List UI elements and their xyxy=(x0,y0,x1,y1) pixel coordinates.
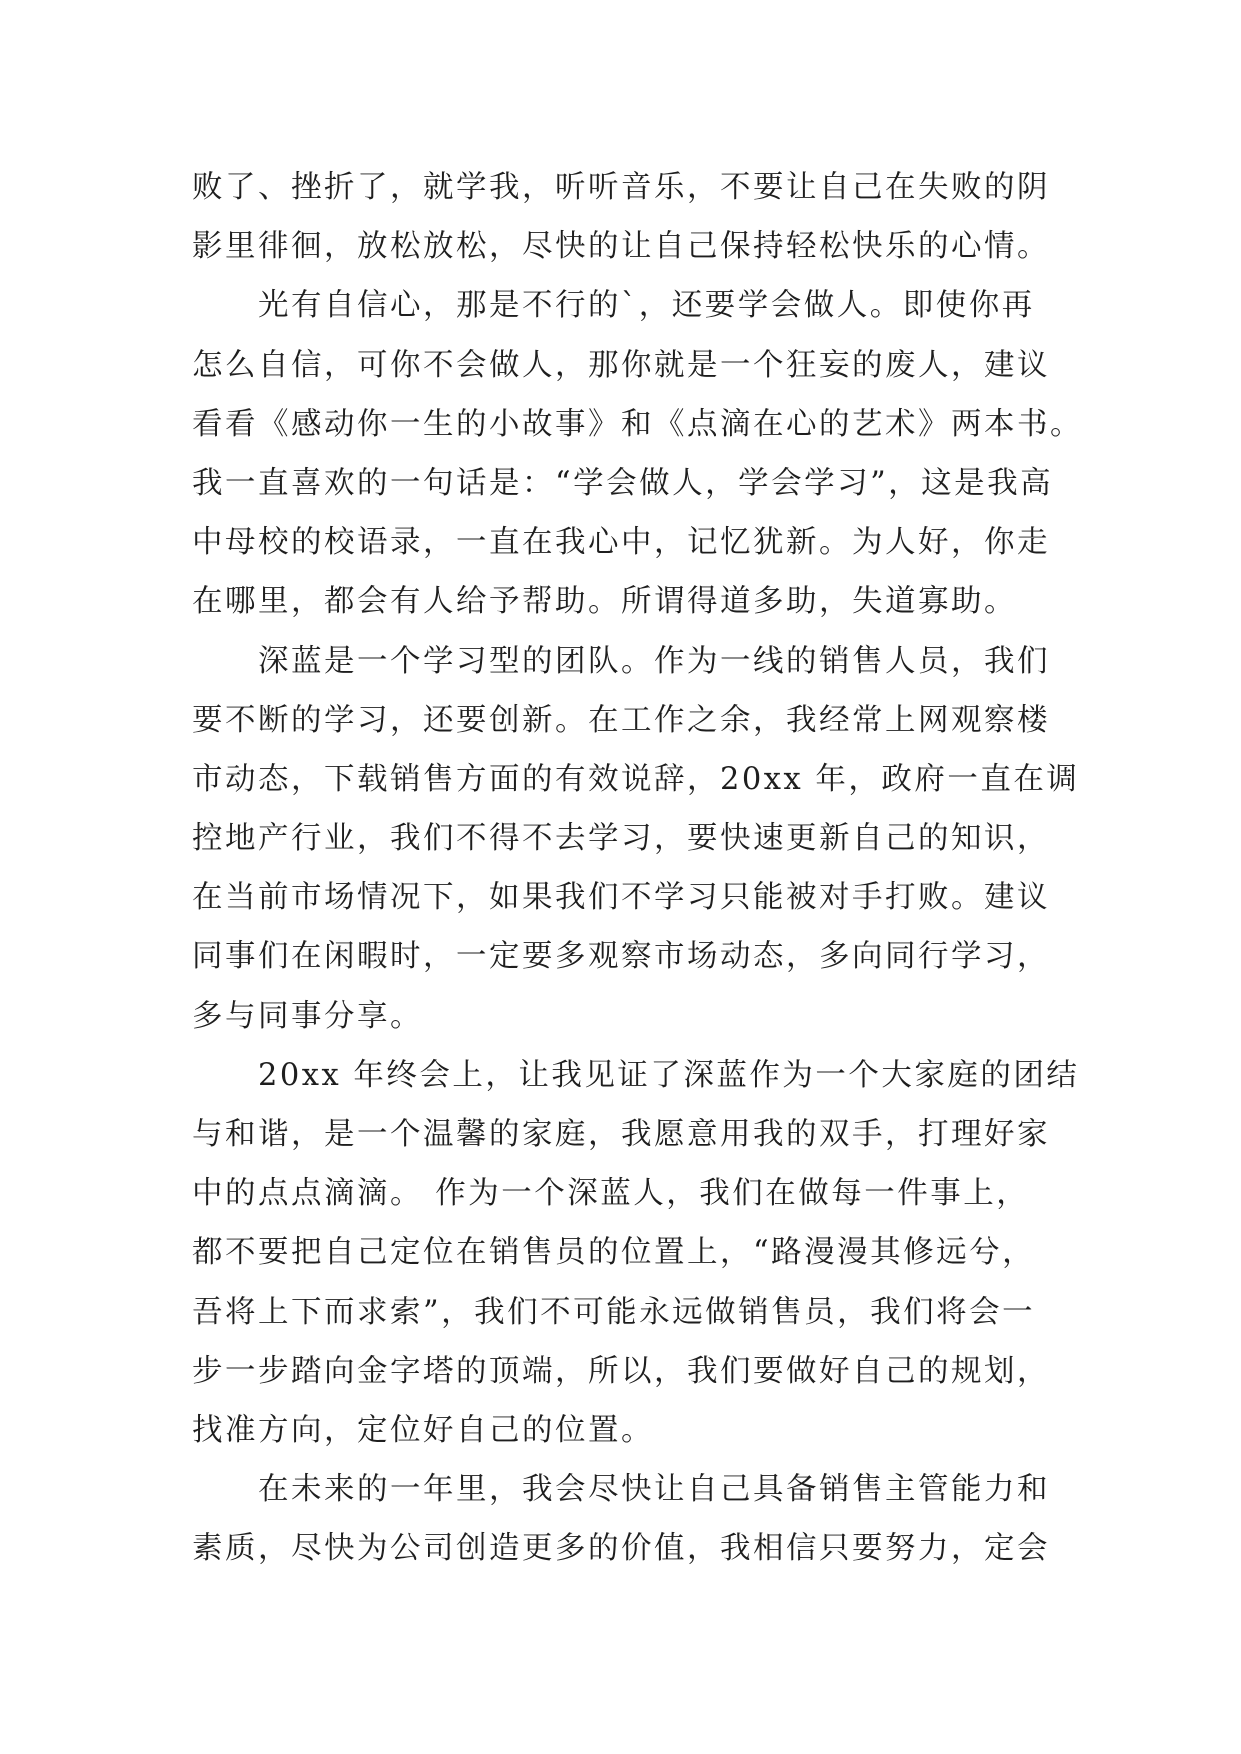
text-line-23: 在未来的一年里，我会尽快让自己具备销售主管能力和 xyxy=(192,1472,1050,1508)
text-line-18: 中的点点滴滴。 作为一个深蓝人，我们在做每一件事上， xyxy=(192,1176,1030,1212)
text-line-8: 在哪里，都会有人给予帮助。所谓得道多助，失道寡助。 xyxy=(192,584,1017,620)
text-line-20: 吾将上下而求索”，我们不可能永远做销售员，我们将会一 xyxy=(192,1294,1036,1330)
text-line-2: 影里徘徊，放松放松，尽快的让自己保持轻松快乐的心情。 xyxy=(192,229,1050,265)
text-line-19: 都不要把自己定位在销售员的位置上，“路漫漫其修远兮， xyxy=(192,1235,1036,1271)
text-line-22: 找准方向，定位好自己的位置。 xyxy=(192,1412,654,1448)
text-line-1: 败了、挫折了，就学我，听听音乐，不要让自己在失败的阴 xyxy=(192,170,1050,205)
text-line-12: 控地产行业，我们不得不去学习，要快速更新自己的知识， xyxy=(192,821,1050,857)
text-line-16: 20xx 年终会上，让我见证了深蓝作为一个大家庭的团结 xyxy=(192,1057,1080,1093)
text-line-9: 深蓝是一个学习型的团队。作为一线的销售人员，我们 xyxy=(192,643,1050,679)
text-line-6: 我一直喜欢的一句话是：“学会做人，学会学习”，这是我高 xyxy=(192,465,1054,501)
text-line-17: 与和谐，是一个温馨的家庭，我愿意用我的双手，打理好家 xyxy=(192,1117,1050,1152)
text-line-4: 怎么自信，可你不会做人，那你就是一个狂妄的废人，建议 xyxy=(192,347,1050,383)
text-line-13: 在当前市场情况下，如果我们不学习只能被对手打败。建议 xyxy=(192,880,1050,916)
text-line-5: 看看《感动你一生的小故事》和《点滴在心的艺术》两本书。 xyxy=(192,406,1083,442)
text-line-11: 市动态，下载销售方面的有效说辞，20xx 年，政府一直在调 xyxy=(192,761,1080,797)
body-text xyxy=(192,158,1083,1579)
text-line-10: 要不断的学习，还要创新。在工作之余，我经常上网观察楼 xyxy=(192,702,1050,738)
text-line-3: 光有自信心，那是不行的`，还要学会做人。即使你再 xyxy=(192,288,1035,324)
text-line-14: 同事们在闲暇时，一定要多观察市场动态，多向同行学习， xyxy=(192,939,1050,975)
text-line-21: 步一步踏向金字塔的顶端，所以，我们要做好自己的规划， xyxy=(192,1353,1050,1389)
text-line-7: 中母校的校语录，一直在我心中，记忆犹新。为人好，你走 xyxy=(192,525,1050,561)
text-line-24: 素质，尽快为公司创造更多的价值，我相信只要努力，定会 xyxy=(192,1531,1050,1567)
text-line-15: 多与同事分享。 xyxy=(192,998,423,1034)
